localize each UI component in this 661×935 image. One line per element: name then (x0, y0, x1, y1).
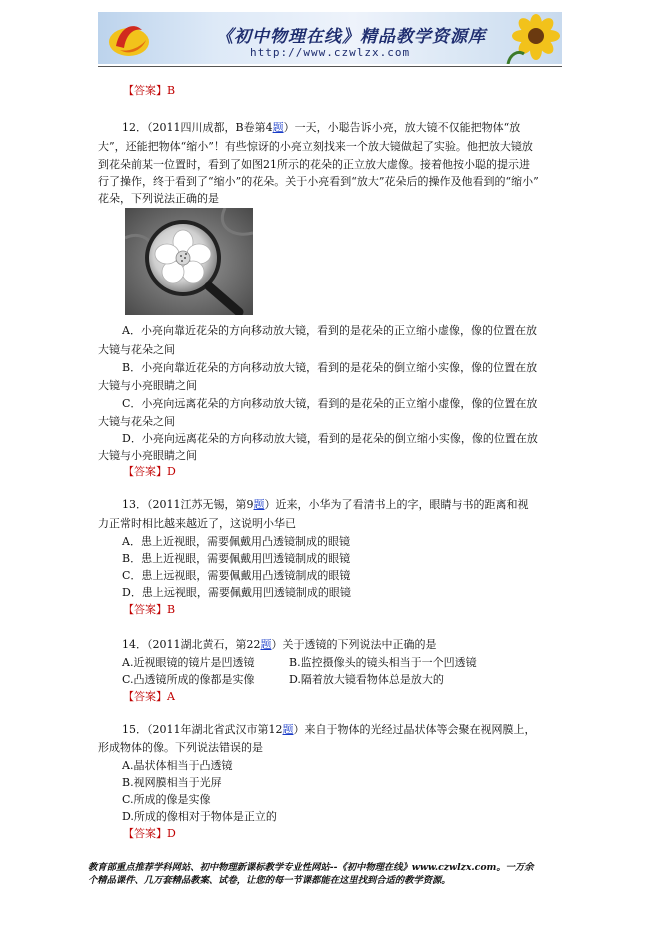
option-b-cont: 大镜与小亮眼睛之间 (98, 379, 197, 392)
question-15-first-line (122, 723, 536, 737)
answer-12 (123, 465, 176, 479)
question-13-line: 力正常时相比越来越近了，这说明小华已 (98, 517, 296, 530)
question-14-first-line (122, 638, 437, 652)
answer-prev (123, 84, 175, 98)
question-number: 14． (122, 638, 147, 651)
banner-title: 《初中物理在线》精品教学资源库 (216, 27, 486, 47)
question-12-line: 花朵，下列说法正确的是 (98, 192, 219, 205)
option-b: B.视网膜相当于光屏 (122, 776, 222, 789)
option-a: A．小亮向靠近花朵的方向移动放大镜，看到的是花朵的正立缩小虚像，像的位置在放 (122, 324, 537, 337)
question-source: （2011湖北黄石，第22 (147, 638, 261, 651)
option-d: D．患上远视眼，需要佩戴用凹透镜制成的眼镜 (122, 586, 351, 599)
option-a-cont: 大镜与花朵之间 (98, 343, 175, 356)
page-footer (88, 861, 574, 887)
answer-label: 【答案】 (123, 603, 167, 616)
question-source: （2011四川成都，B卷第4 (147, 121, 273, 134)
question-text: 一天，小聪告诉小亮，放大镜不仅能把物体“放 (294, 121, 521, 134)
option-b: B．患上近视眼，需要佩戴用凹透镜制成的眼镜 (122, 552, 351, 565)
header-divider (98, 66, 562, 67)
answer-15 (123, 827, 176, 841)
option-d: D．小亮向远离花朵的方向移动放大镜，看到的是花朵的倒立缩小实像，像的位置在放 (122, 432, 538, 445)
answer-13 (123, 603, 175, 617)
answer-value: B (167, 84, 176, 97)
question-12-line: 行了操作，终于看到了“缩小”的花朵。关于小亮看到“放大”花朵后的操作及他看到的“缩小” (98, 175, 539, 188)
question-source: （2011年湖北省武汉市第12 (147, 723, 283, 736)
option-a: A．患上近视眼，需要佩戴用凸透镜制成的眼镜 (122, 535, 350, 548)
question-15-line: 形成物体的像。下列说法错误的是 (98, 741, 263, 754)
magnifier-flower-photo (125, 208, 253, 315)
option-c: C.凸透镜所成的像都是实像 (122, 673, 255, 686)
option-b: B.监控摄像头的镜头相当于一个凹透镜 (289, 656, 477, 669)
sunflower-icon (500, 14, 560, 64)
question-text: 近来，小华为了看清书上的字，眼睛与书的距离和视 (275, 498, 529, 511)
option-b: B．小亮向靠近花朵的方向移动放大镜，看到的是花朵的倒立缩小实像，像的位置在放 (122, 361, 538, 374)
answer-value: D (167, 827, 176, 840)
answer-value: D (167, 465, 176, 478)
option-d: D.隔着放大镜看物体总是放大的 (289, 673, 444, 686)
footer-line-1: 教育部重点推荐学科网站、初中物理新课标教学专业性网站--《初中物理在线》www.czwlzx.com。一万余 (88, 862, 534, 873)
question-source-end: ） (264, 498, 276, 511)
option-d: D.所成的像相对于物体是正立的 (122, 810, 277, 823)
question-source-end: ） (293, 723, 305, 736)
answer-value: A (167, 690, 175, 703)
option-a: A.晶状体相当于凸透镜 (122, 759, 233, 772)
question-link[interactable]: 题 (272, 121, 284, 134)
question-13-first-line (122, 498, 529, 512)
question-link[interactable]: 题 (282, 723, 294, 736)
option-c: C．小亮向远离花朵的方向移动放大镜，看到的是花朵的正立缩小虚像，像的位置在放 (122, 397, 538, 410)
answer-14 (123, 690, 175, 704)
option-c: C.所成的像是实像 (122, 793, 211, 806)
question-text: 关于透镜的下列说法中正确的是 (282, 638, 437, 651)
question-source-end: ） (283, 121, 295, 134)
question-12-line: 大”，还能把物体“缩小”！有些惊讶的小亮立刻找来一个放大镜做起了实验。他把放大镜放 (98, 140, 533, 153)
answer-label: 【答案】 (123, 84, 167, 97)
question-source-end: ） (271, 638, 283, 651)
site-logo-icon (106, 16, 152, 60)
question-link[interactable]: 题 (253, 498, 265, 511)
answer-value: B (167, 603, 176, 616)
question-number: 12． (122, 121, 147, 134)
banner-url[interactable]: http://www.czwlzx.com (250, 46, 411, 59)
option-c: C．患上远视眼，需要佩戴用凸透镜制成的眼镜 (122, 569, 351, 582)
site-banner (98, 12, 562, 64)
question-12-first-line (122, 121, 520, 135)
option-a: A.近视眼镜的镜片是凹透镜 (122, 656, 255, 669)
question-number: 15． (122, 723, 147, 736)
option-c-cont: 大镜与花朵之间 (98, 415, 175, 428)
answer-label: 【答案】 (123, 690, 167, 703)
answer-label: 【答案】 (123, 465, 167, 478)
question-number: 13． (122, 498, 147, 511)
question-text: 来自于物体的光经过晶状体等会聚在视网膜上， (304, 723, 536, 736)
question-source: （2011江苏无锡，第9 (147, 498, 254, 511)
option-d-cont: 大镜与小亮眼睛之间 (98, 449, 197, 462)
footer-line-2: 个精品课件、几万套精品教案、试卷，让您的每一节课都能在这里找到合适的教学资源。 (88, 875, 451, 886)
answer-label: 【答案】 (123, 827, 167, 840)
question-link[interactable]: 题 (260, 638, 272, 651)
question-12-line: 到花朵前某一位置时，看到了如图21所示的花朵的正立放大虚像。接着他按小聪的提示进 (98, 158, 530, 171)
